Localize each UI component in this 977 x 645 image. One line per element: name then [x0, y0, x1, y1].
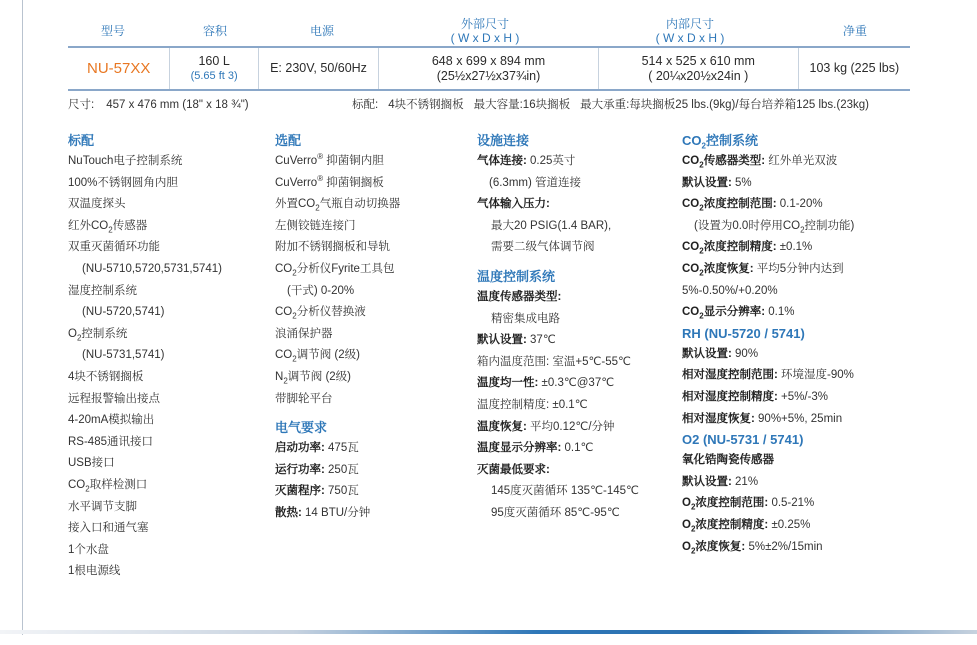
list-item: 相对湿度控制范围: 环境湿度-90% — [682, 369, 854, 382]
standard-column — [68, 131, 222, 583]
list-item: 温度控制精度: ±0.1℃ — [477, 398, 588, 411]
cell-internal: 514 x 525 x 610 mm ( 20¼x20½x24in ) — [598, 48, 798, 89]
header-weight: 净重 — [842, 24, 867, 38]
list-item: $O_2$控制系统 — [68, 327, 128, 343]
list-item: 默认设置: 90% — [682, 347, 759, 360]
list-item: $CO_2$调节阀 (2级) — [275, 349, 360, 364]
list-item: 启动功率: 475瓦 — [275, 442, 359, 455]
list-item: 红外$CO_2$传感器 — [68, 219, 148, 235]
list-item: $O_2$浓度控制精度: ±0.25% — [682, 518, 811, 534]
list-item: 双重灭菌循环功能 — [68, 241, 160, 254]
list-item: CuVerro® 抑菌铜搁板 — [275, 173, 384, 189]
cell-model: NU-57XX — [87, 60, 151, 77]
list-item: $N_2$调节阀 (2级) — [275, 370, 352, 386]
list-item: 水平调节支脚 — [68, 500, 137, 513]
header-power: 电源 — [309, 24, 334, 38]
list-item: 散热: 14 BTU/分钟 — [275, 506, 371, 519]
list-item: 运行功率: 250瓦 — [275, 463, 359, 476]
list-item: 接入口和通气塞 — [68, 522, 149, 535]
list-item: 最大20 PSIG(1.4 BAR), — [491, 219, 612, 232]
list-item: 默认设置: 37℃ — [477, 334, 556, 347]
list-item: $CO_2$显示分辨率: 0.1% — [682, 306, 795, 321]
list-item: 温度显示分辨率: 0.1℃ — [477, 442, 594, 455]
cell-weight: 103 kg (225 lbs) — [798, 48, 910, 89]
list-item: 远程报警输出接点 — [68, 392, 160, 405]
list-item: 4-20mA模拟输出 — [68, 414, 155, 427]
list-item: (NU-5710,5720,5731,5741) — [82, 262, 223, 275]
list-item: $O_2$浓度恢复: 5%±2%/15min — [682, 540, 823, 555]
list-item: $CO_2$传感器类型: 红外单光双波 — [682, 155, 838, 170]
list-item: RS-485通讯接口 — [68, 435, 153, 448]
list-item: $CO_2$分析仪替换液 — [275, 306, 366, 321]
list-item: 需要二级气体调节阀 — [491, 241, 595, 254]
facility-column — [477, 131, 639, 525]
list-item: 浪涌保护器 — [275, 327, 333, 340]
list-item: 默认设置: 21% — [682, 475, 759, 488]
o2-title: O2 (NU-5731 / 5741) — [682, 432, 804, 448]
cell-volume: 160 L (5.65 ft 3) — [169, 48, 257, 89]
list-item: 带脚轮平台 — [275, 392, 333, 405]
list-item: CuVerro® 抑菌铜内胆 — [275, 152, 384, 167]
footer-gradient-bar — [0, 630, 977, 634]
dimensions-line: 尺寸: 457 x 476 mm (18" x 18 ¾") — [68, 99, 249, 111]
list-item: $CO_2$分析仪Fyrite工具包 — [275, 262, 395, 278]
standard-title: 标配 — [68, 133, 95, 148]
list-item: 1个水盘 — [68, 543, 109, 556]
list-item: (6.3mm) 管道连接 — [489, 176, 581, 189]
list-item: $CO_2$浓度恢复: 平均5分钟内达到 — [682, 262, 844, 278]
rh-title: RH (NU-5720 / 5741) — [682, 325, 805, 341]
list-item: $CO_2$浓度控制精度: ±0.1% — [682, 241, 813, 256]
list-item: 气体连接: 0.25英寸 — [477, 155, 576, 167]
header-model: 型号 — [100, 24, 125, 38]
list-item: 附加不锈钢搁板和导轨 — [275, 241, 390, 254]
list-item: $CO_2$取样检测口 — [68, 478, 148, 494]
list-item: 双温度探头 — [68, 198, 126, 211]
header-external-dims: 外部尺寸 ( W x D x H ) — [450, 17, 520, 45]
spec-table — [68, 46, 910, 91]
standard-line: 标配: 4块不锈钢搁板 最大容量:16块搁板 最大承重:每块搁板25 lbs.(9kg)/每台培养箱125 lbs.(23kg) — [352, 99, 869, 111]
list-item: NuTouch电子控制系统 — [68, 155, 183, 167]
list-item: 5%-0.50%/+0.20% — [682, 284, 778, 297]
list-item: (NU-5731,5741) — [82, 349, 165, 362]
list-item: 氧化锆陶瓷传感器 — [682, 454, 774, 467]
list-item: $CO_2$浓度控制范围: 0.1-20% — [682, 198, 823, 213]
list-item: 外置$CO_2$气瓶自动切换器 — [275, 198, 401, 213]
list-item: 灭菌最低要求: — [477, 463, 550, 476]
list-item: 灭菌程序: 750瓦 — [275, 485, 359, 498]
list-item: 湿度控制系统 — [68, 284, 137, 297]
options-column — [275, 131, 400, 525]
facility-title: 设施连接 — [477, 133, 530, 148]
list-item: 气体输入压力: — [477, 198, 550, 211]
header-internal-dims: 内部尺寸 ( W x D x H ) — [655, 17, 725, 45]
list-item: 默认设置: 5% — [682, 176, 752, 189]
options-title: 选配 — [275, 133, 302, 148]
list-item: 145度灭菌循环 135℃-145℃ — [491, 485, 639, 498]
co2-column — [682, 131, 854, 558]
list-item: $O_2$浓度控制范围: 0.5-21% — [682, 497, 815, 512]
header-volume: 容积 — [202, 24, 227, 38]
list-item: 左侧铰链连接门 — [275, 219, 356, 232]
list-item: 箱内温度范围: 室温+5℃-55℃ — [477, 355, 631, 368]
list-item: 100%不锈钢圆角内胆 — [68, 176, 178, 189]
list-item: (干式) 0-20% — [287, 284, 355, 297]
list-item: (设置为0.0时停用$CO_2$控制功能) — [694, 219, 855, 235]
cell-power: E: 230V, 50/60Hz — [258, 48, 378, 89]
list-item: 相对湿度控制精度: +5%/-3% — [682, 390, 829, 403]
list-item: 精密集成电路 — [491, 312, 560, 325]
list-item: 95度灭菌循环 85℃-95℃ — [491, 506, 620, 519]
list-item: USB接口 — [68, 457, 115, 470]
cell-external: 648 x 699 x 894 mm (25½x27½x37¾in) — [378, 48, 598, 89]
co2-title: $CO_2$控制系统 — [682, 133, 758, 151]
list-item: 1根电源线 — [68, 565, 121, 578]
temp-title: 温度控制系统 — [477, 268, 556, 284]
list-item: 温度均一性: ±0.3℃@37℃ — [477, 377, 615, 390]
electrical-title: 电气要求 — [275, 420, 328, 436]
list-item: 相对湿度恢复: 90%+5%, 25min — [682, 412, 843, 425]
list-item: (NU-5720,5741) — [82, 306, 165, 319]
list-item: 温度恢复: 平均0.12℃/分钟 — [477, 420, 615, 433]
list-item: 温度传感器类型: — [477, 290, 562, 303]
list-item: 4块不锈钢搁板 — [68, 370, 144, 383]
